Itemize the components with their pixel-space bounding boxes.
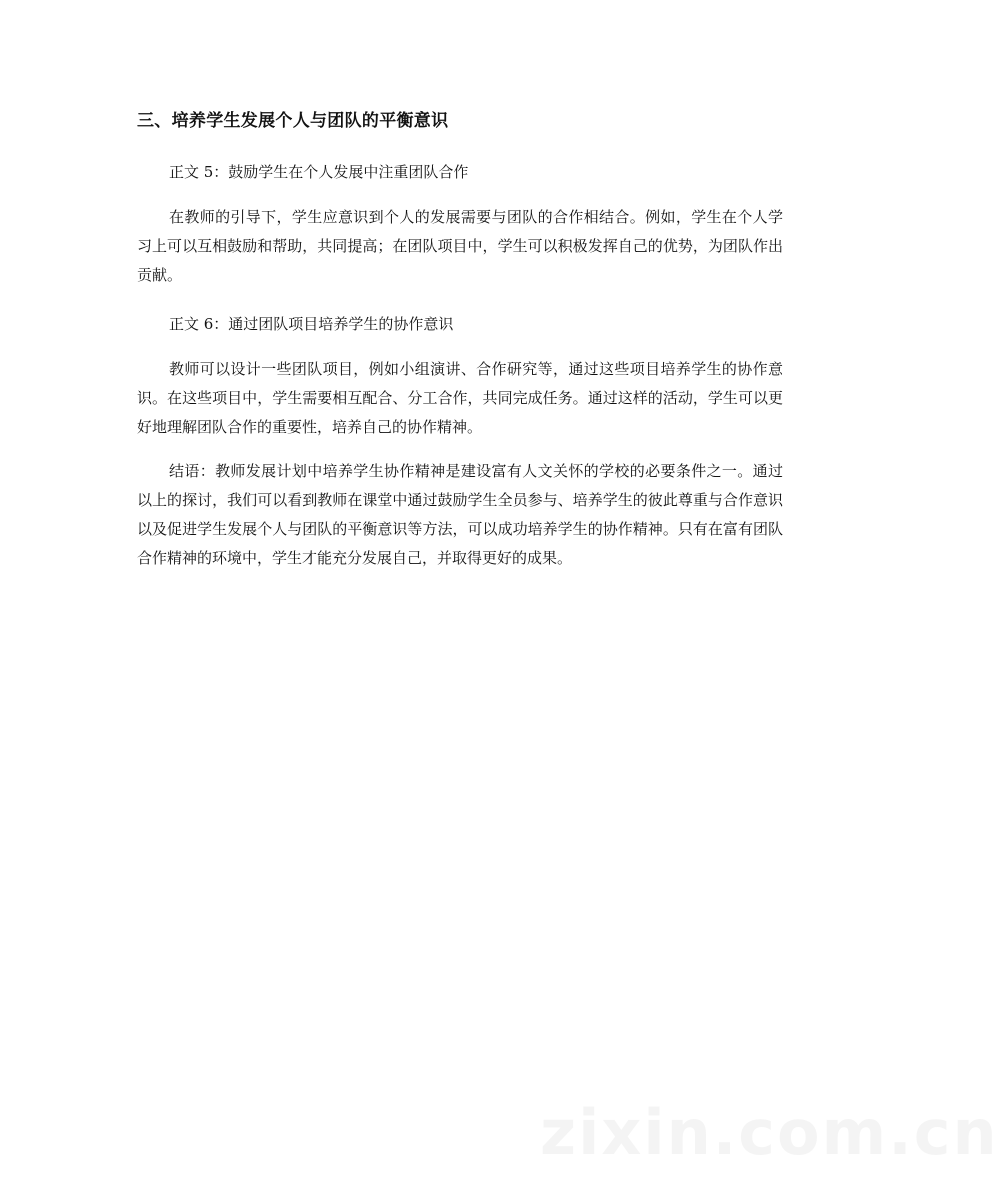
subheading-5: 正文 5：鼓励学生在个人发展中注重团队合作 [169,163,469,181]
subheading-6: 正文 6：通过团队项目培养学生的协作意识 [169,315,454,333]
paragraph-5: 在教师的引导下，学生应意识到个人的发展需要与团队的合作相结合。例如，学生在个人学习上可以互相鼓励和帮助，共同提高；在团队项目中，学生可以积极发挥自己的优势，为团队作出贡献。 [137,208,783,284]
section-title: 三、培养学生发展个人与团队的平衡意识 [137,111,449,131]
paragraph-6: 教师可以设计一些团队项目，例如小组演讲、合作研究等，通过这些项目培养学生的协作意识。在这些项目中，学生需要相互配合、分工合作，共同完成任务。通过这样的活动，学生可以更好地理解团队合作的重要性，培养自己的协作精神。 [137,360,783,436]
document-body [137,104,783,573]
watermark: zixin.com.cn [540,1096,999,1169]
conclusion-paragraph: 结语：教师发展计划中培养学生协作精神是建设富有人文关怀的学校的必要条件之一。通过以上的探讨，我们可以看到教师在课堂中通过鼓励学生全员参与、培养学生的彼此尊重与合作意识以及促进学生发展个人与团队的平衡意识等方法，可以成功培养学生的协作精神。只有在富有团队合作精神的环境中，学生才能充分发展自己，并取得更好的成果。 [137,462,783,567]
